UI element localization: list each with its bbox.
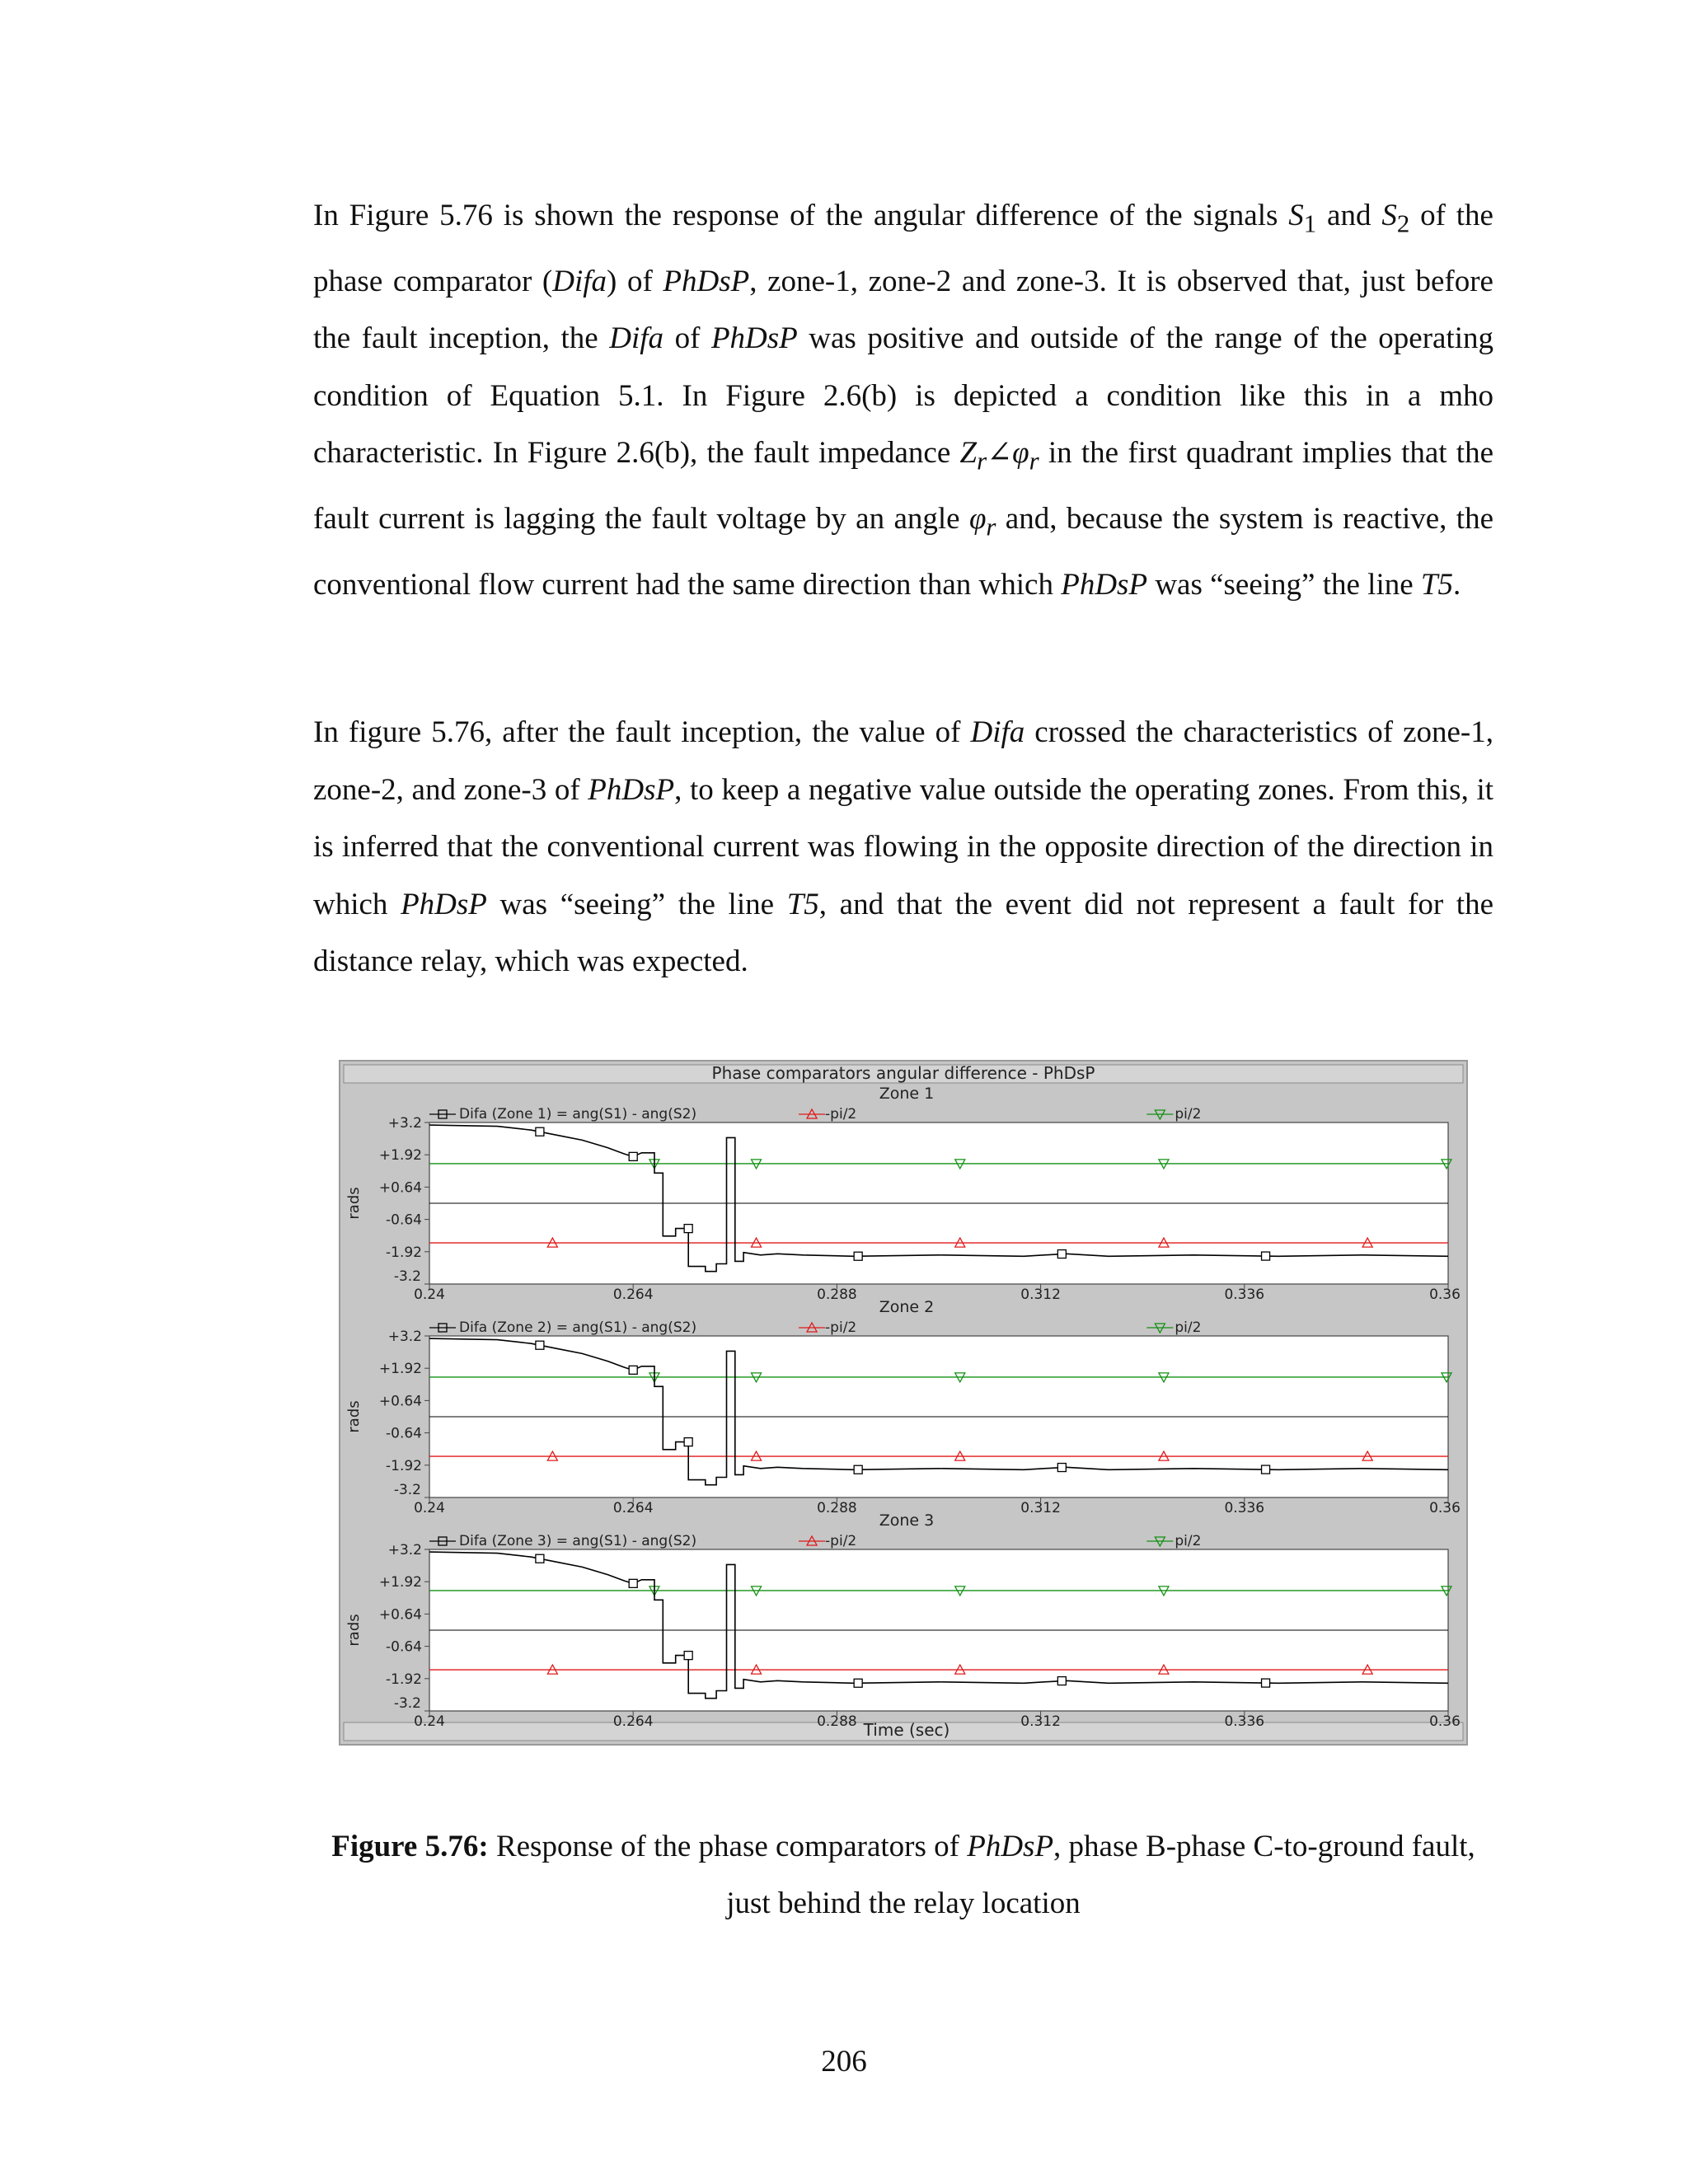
text-run: , zone-1, zone-2 and zone-3. It is observed that, just before the fault inception, the: [313, 264, 1493, 356]
difa-marker: [854, 1679, 862, 1687]
term-phdsp: PhDsP: [663, 264, 750, 298]
legend-difa-label: Difa (Zone 3) = ang(S1) - ang(S2): [459, 1533, 697, 1549]
x-tick-label: 0.36: [1429, 1286, 1461, 1303]
legend-neg-pi2-label: -pi/2: [825, 1319, 857, 1336]
y-tick-label: -0.64: [386, 1425, 422, 1442]
x-axis-label: Time (sec): [863, 1720, 950, 1740]
text-run: was “seeing” the line: [1147, 568, 1421, 602]
y-tick-label: -1.92: [386, 1671, 422, 1688]
paragraph-2: [313, 704, 1493, 991]
legend-difa-label: Difa (Zone 1) = ang(S1) - ang(S2): [459, 1106, 697, 1122]
caption-text: , phase B-phase C-to-ground fault, just behind the relay location: [726, 1830, 1475, 1920]
text-run: , and that the event did not represent a fault for the distance relay, which was expected.: [313, 887, 1493, 978]
x-tick-label: 0.336: [1224, 1286, 1265, 1303]
difa-marker: [1057, 1677, 1066, 1685]
difa-marker: [1262, 1252, 1270, 1260]
x-tick-label: 0.24: [414, 1286, 445, 1303]
y-tick-label: -3.2: [393, 1695, 421, 1712]
y-tick-label: +0.64: [378, 1179, 422, 1197]
x-tick-label: 0.24: [414, 1713, 445, 1730]
y-tick-label: -1.92: [386, 1457, 422, 1474]
x-tick-label: 0.264: [612, 1500, 654, 1516]
y-tick-label: +0.64: [378, 1393, 422, 1410]
y-axis-label: rads: [345, 1400, 363, 1433]
text-run: of: [663, 321, 711, 356]
figure-caption: [313, 1818, 1493, 1932]
text-run: crossed the characteristics of zone-1, zone-2, and zone-3 of: [313, 715, 1493, 807]
legend-pos-pi2-label: pi/2: [1175, 1319, 1202, 1336]
figure-5-76: [339, 1060, 1468, 1746]
text-run: , to keep a negative value outside the operating zones. From this, it is inferred that the conventional current was flowing in the opposite direction of the direction in which: [313, 772, 1494, 921]
panel-title: Zone 2: [879, 1298, 935, 1316]
y-axis-label: rads: [345, 1614, 363, 1647]
difa-marker: [854, 1252, 862, 1260]
phi-subscript: r: [986, 513, 996, 541]
x-tick-label: 0.312: [1020, 1286, 1061, 1303]
angle-subscript: r: [1029, 447, 1039, 476]
x-tick-label: 0.312: [1020, 1713, 1061, 1730]
paragraph-1: [313, 187, 1493, 614]
signal-s1: S: [1288, 199, 1304, 232]
term-impedance: Z: [959, 436, 978, 471]
x-tick-label: 0.336: [1224, 1713, 1265, 1730]
difa-marker: [684, 1225, 692, 1233]
text-run: In Figure 5.76 is shown the response of the angular difference of the signals: [313, 199, 1289, 232]
difa-marker: [536, 1127, 544, 1136]
text-run: .: [1452, 568, 1461, 602]
y-tick-label: +3.2: [387, 1115, 422, 1132]
text-run: and: [1316, 199, 1382, 232]
y-tick-label: -3.2: [393, 1482, 421, 1498]
legend-difa-label: Difa (Zone 2) = ang(S1) - ang(S2): [459, 1319, 697, 1336]
chart-title: Phase comparators angular difference - PhDsP: [711, 1063, 1095, 1083]
x-tick-label: 0.288: [817, 1286, 857, 1303]
term-phdsp: PhDsP: [710, 321, 798, 356]
x-tick-label: 0.36: [1429, 1500, 1461, 1516]
text-run: and, because the system is reactive, the conventional flow current had the same direction than which: [313, 502, 1493, 602]
impedance-subscript: r: [977, 447, 987, 476]
y-tick-label: -0.64: [386, 1212, 422, 1229]
term-difa: Difa: [609, 321, 664, 356]
difa-marker: [1262, 1679, 1270, 1687]
text-run: of the phase comparator (: [313, 199, 1493, 298]
term-phi: φ: [968, 502, 987, 537]
term-phdsp: PhDsP: [967, 1830, 1054, 1863]
difa-marker: [684, 1652, 692, 1660]
y-tick-label: +1.92: [378, 1361, 422, 1378]
signal-s1-subscript: 1: [1303, 209, 1317, 238]
text-run: was “seeing” the line: [486, 887, 787, 921]
x-tick-label: 0.36: [1429, 1713, 1461, 1730]
y-tick-label: +3.2: [387, 1542, 422, 1558]
y-tick-label: +1.92: [378, 1147, 422, 1165]
difa-marker: [629, 1366, 637, 1374]
term-phdsp: PhDsP: [401, 887, 487, 921]
term-difa: Difa: [970, 715, 1025, 749]
signal-s2-subscript: 2: [1396, 209, 1410, 238]
difa-marker: [1057, 1250, 1066, 1258]
difa-marker: [684, 1438, 692, 1446]
signal-s2: S: [1381, 199, 1397, 232]
y-tick-label: +1.92: [378, 1574, 422, 1591]
legend-neg-pi2-label: -pi/2: [825, 1106, 857, 1122]
caption-label: Figure 5.76:: [331, 1830, 489, 1863]
y-tick-label: +3.2: [387, 1329, 422, 1345]
y-axis-label: rads: [345, 1187, 363, 1220]
y-tick-label: -1.92: [386, 1244, 422, 1261]
x-tick-label: 0.264: [612, 1713, 654, 1730]
legend-neg-pi2-label: -pi/2: [825, 1533, 857, 1549]
text-run: in the first quadrant implies that the fault current is lagging the fault voltage by an angle: [313, 436, 1494, 537]
x-tick-label: 0.288: [817, 1500, 857, 1516]
y-tick-label: -3.2: [393, 1268, 421, 1285]
phase-comparator-chart: [340, 1062, 1466, 1744]
text-run: ) of: [607, 264, 663, 298]
difa-marker: [629, 1152, 637, 1160]
y-tick-label: -0.64: [386, 1638, 422, 1656]
term-angle: ∠φ: [987, 436, 1029, 471]
page-number: 206: [821, 2045, 867, 2079]
x-tick-label: 0.336: [1224, 1500, 1265, 1516]
panel-title: Zone 1: [879, 1085, 935, 1103]
term-phdsp: PhDsP: [588, 772, 675, 807]
difa-marker: [854, 1465, 862, 1474]
difa-marker: [1262, 1465, 1270, 1474]
difa-marker: [536, 1554, 544, 1563]
x-tick-label: 0.288: [817, 1713, 857, 1730]
term-line-t5: T5: [1420, 568, 1453, 602]
text-run: was positive and outside of the range of the operating condition of Equation 5.1. In Figure 2.6(b) is depicted a condition like this in a mho characteristic. In Figure 2.6(b), the fault impedance: [313, 321, 1493, 471]
difa-marker: [1057, 1464, 1066, 1472]
text-run: In figure 5.76, after the fault inception, the value of: [313, 715, 971, 749]
difa-marker: [536, 1341, 544, 1349]
term-phdsp: PhDsP: [1061, 568, 1148, 602]
panel-title: Zone 3: [879, 1511, 935, 1530]
x-tick-label: 0.312: [1020, 1500, 1061, 1516]
difa-marker: [629, 1579, 637, 1587]
y-tick-label: +0.64: [378, 1606, 422, 1624]
legend-pos-pi2-label: pi/2: [1175, 1106, 1202, 1122]
legend-pos-pi2-label: pi/2: [1175, 1533, 1202, 1549]
term-difa: Difa: [552, 264, 607, 298]
x-tick-label: 0.264: [612, 1286, 654, 1303]
caption-text: Response of the phase comparators of: [488, 1830, 968, 1863]
x-tick-label: 0.24: [414, 1500, 445, 1516]
term-line-t5: T5: [786, 887, 819, 921]
